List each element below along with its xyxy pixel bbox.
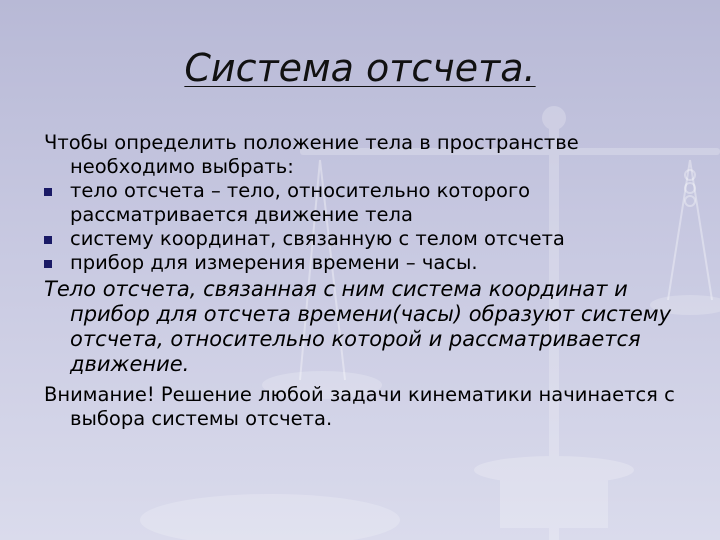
bullet-square-icon (44, 260, 52, 268)
bullet-text: систему координат, связанную с телом отсчета (70, 227, 565, 250)
intro-text: Чтобы определить положение тела в пространстве необходимо выбрать: (44, 131, 579, 178)
note-text: Внимание! Решение любой задачи кинематики начинается с выбора системы отсчета. (44, 383, 675, 430)
bullet-item (44, 251, 704, 275)
bullet-square-icon (44, 236, 52, 244)
bullet-item (44, 227, 704, 251)
bullet-square-icon (44, 188, 52, 196)
bullet-text: прибор для измерения времени – часы. (70, 251, 478, 274)
definition-text: Тело отсчета, связанная с ним система координат и прибор для отсчета времени(часы) образуют систему отсчета, относительно которой и рассматривается движение. (44, 277, 672, 376)
slide-body (44, 131, 704, 431)
slide-title: Система отсчета. (184, 46, 536, 90)
bullet-text: тело отсчета – тело, относительно которого рассматривается движение тела (70, 179, 531, 226)
bullet-item (44, 179, 704, 227)
